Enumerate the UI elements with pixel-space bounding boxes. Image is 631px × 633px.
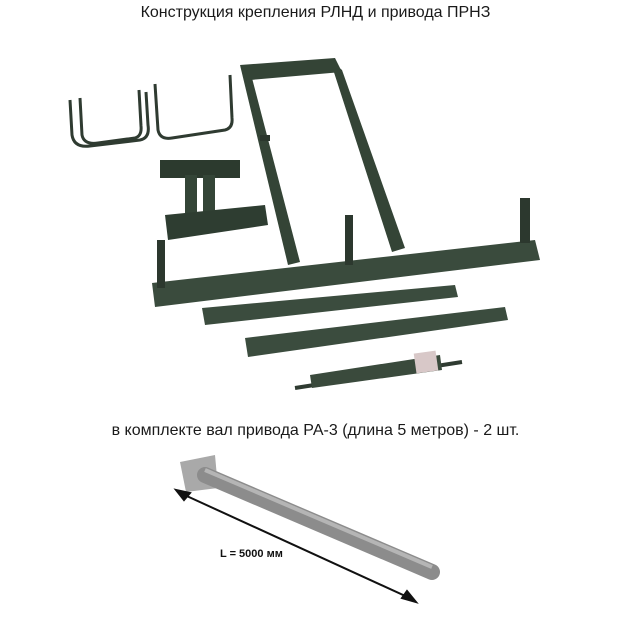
kit-description: в комплекте вал привода РА-3 (длина 5 метров) - 2 шт. [111, 422, 520, 439]
drive-shaft [180, 455, 432, 572]
page-title: Конструкция крепления РЛНД и привода ПРНЗ [140, 4, 491, 21]
main-frame [240, 58, 405, 265]
u-bolt-left [70, 90, 148, 146]
clamp-block [160, 160, 268, 240]
shaft-length-label: L = 5000 мм [220, 548, 283, 560]
threaded-rod [295, 351, 462, 388]
u-bolt-right [155, 75, 232, 138]
